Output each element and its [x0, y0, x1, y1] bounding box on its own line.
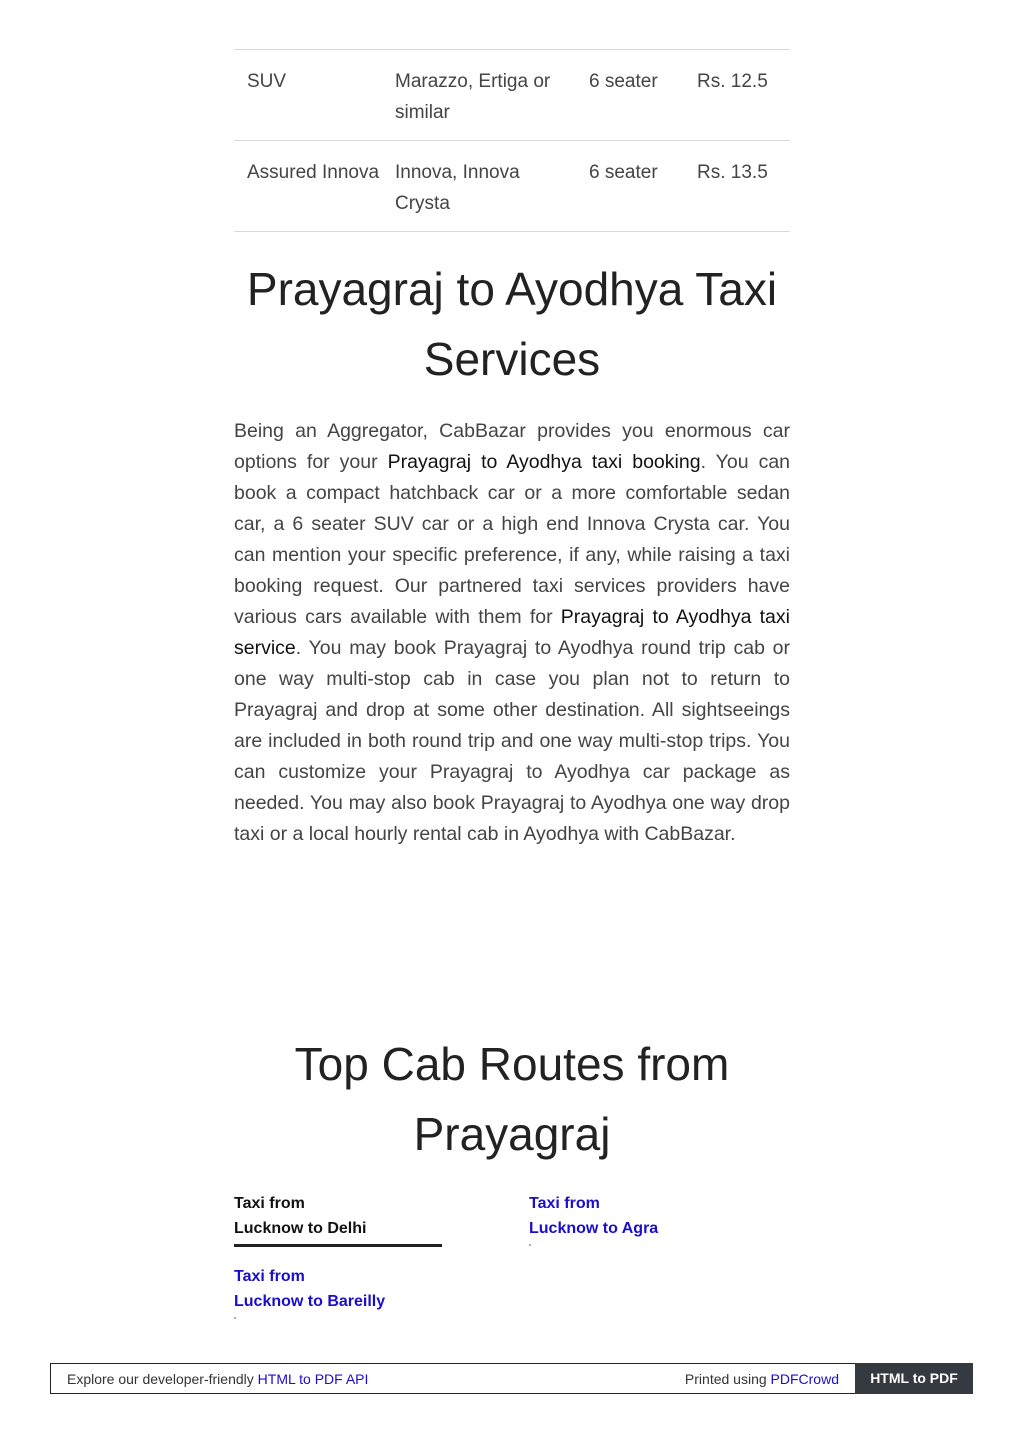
table-cell-capacity: 6 seater: [576, 141, 684, 232]
underline-mark: [234, 1317, 236, 1319]
route-line1: Taxi from: [234, 1268, 305, 1285]
table-cell-capacity: 6 seater: [576, 50, 684, 141]
route-line1: Taxi from: [529, 1195, 600, 1212]
pdfcrowd-link[interactable]: PDFCrowd: [770, 1371, 839, 1387]
table-cell-rate: Rs. 13.5: [684, 141, 790, 232]
table-cell-category: SUV: [234, 50, 382, 141]
services-heading: Prayagraj to Ayodhya Taxi Services: [246, 263, 778, 385]
route-link-lucknow-agra[interactable]: [529, 1191, 658, 1246]
routes-heading: Top Cab Routes from Prayagraj: [294, 1038, 730, 1160]
table-cell-models: Innova, Innova Crysta: [382, 141, 576, 232]
route-line2: Lucknow to Delhi: [234, 1220, 367, 1237]
footer-explore-text: Explore our developer-friendly: [67, 1371, 254, 1387]
table-row: [234, 50, 790, 141]
services-paragraph: [234, 416, 790, 850]
paragraph-text: . You may book Prayagraj to Ayodhya round trip cab or one way multi-stop cab in case you plan not to return to Prayagraj and drop at some other destination. All sightseeings are included in both round trip and one way multi-stop trips. You can customize your Prayagraj to Ayodhya car package as needed. You may also book Prayagraj to Ayodhya one way drop taxi or a local hourly rental cab in Ayodhya with CabBazar.: [234, 637, 790, 845]
highlight-service: Prayagraj to Ayodhya taxi service: [234, 606, 790, 659]
footer-printed-text: Printed using: [684, 1371, 767, 1387]
paragraph-text: Being an Aggregator, CabBazar provides you enormous car options for your: [234, 420, 790, 473]
route-line1: Taxi from: [234, 1195, 305, 1212]
route-link-lucknow-delhi[interactable]: [234, 1191, 442, 1247]
table-cell-category: Assured Innova: [234, 141, 382, 232]
highlight-booking: Prayagraj to Ayodhya taxi booking: [387, 451, 701, 473]
html-to-pdf-button[interactable]: HTML to PDF: [855, 1363, 973, 1394]
paragraph-text: . You can book a compact hatchback car or a more comfortable sedan car, a 6 seater SUV car or a high end Innova Crysta car. You can mention your specific preference, if any, while raising a taxi booking request. Our partnered taxi services providers have various cars available with them for: [234, 451, 791, 628]
footer-explore: [67, 1371, 368, 1387]
route-line2: Lucknow to Agra: [529, 1220, 659, 1237]
table-cell-models: Marazzo, Ertiga or similar: [382, 50, 576, 141]
active-underline: [234, 1244, 442, 1247]
table-row: [234, 141, 790, 232]
table-cell-rate: Rs. 12.5: [684, 50, 790, 141]
fare-table: [234, 49, 790, 232]
underline-mark: [529, 1244, 531, 1246]
html-to-pdf-api-link[interactable]: HTML to PDF API: [257, 1371, 369, 1387]
footer-printed: [685, 1371, 839, 1387]
route-link-lucknow-bareilly[interactable]: [234, 1264, 385, 1319]
pdfcrowd-footer: [50, 1363, 973, 1394]
route-line2: Lucknow to Bareilly: [234, 1293, 386, 1310]
